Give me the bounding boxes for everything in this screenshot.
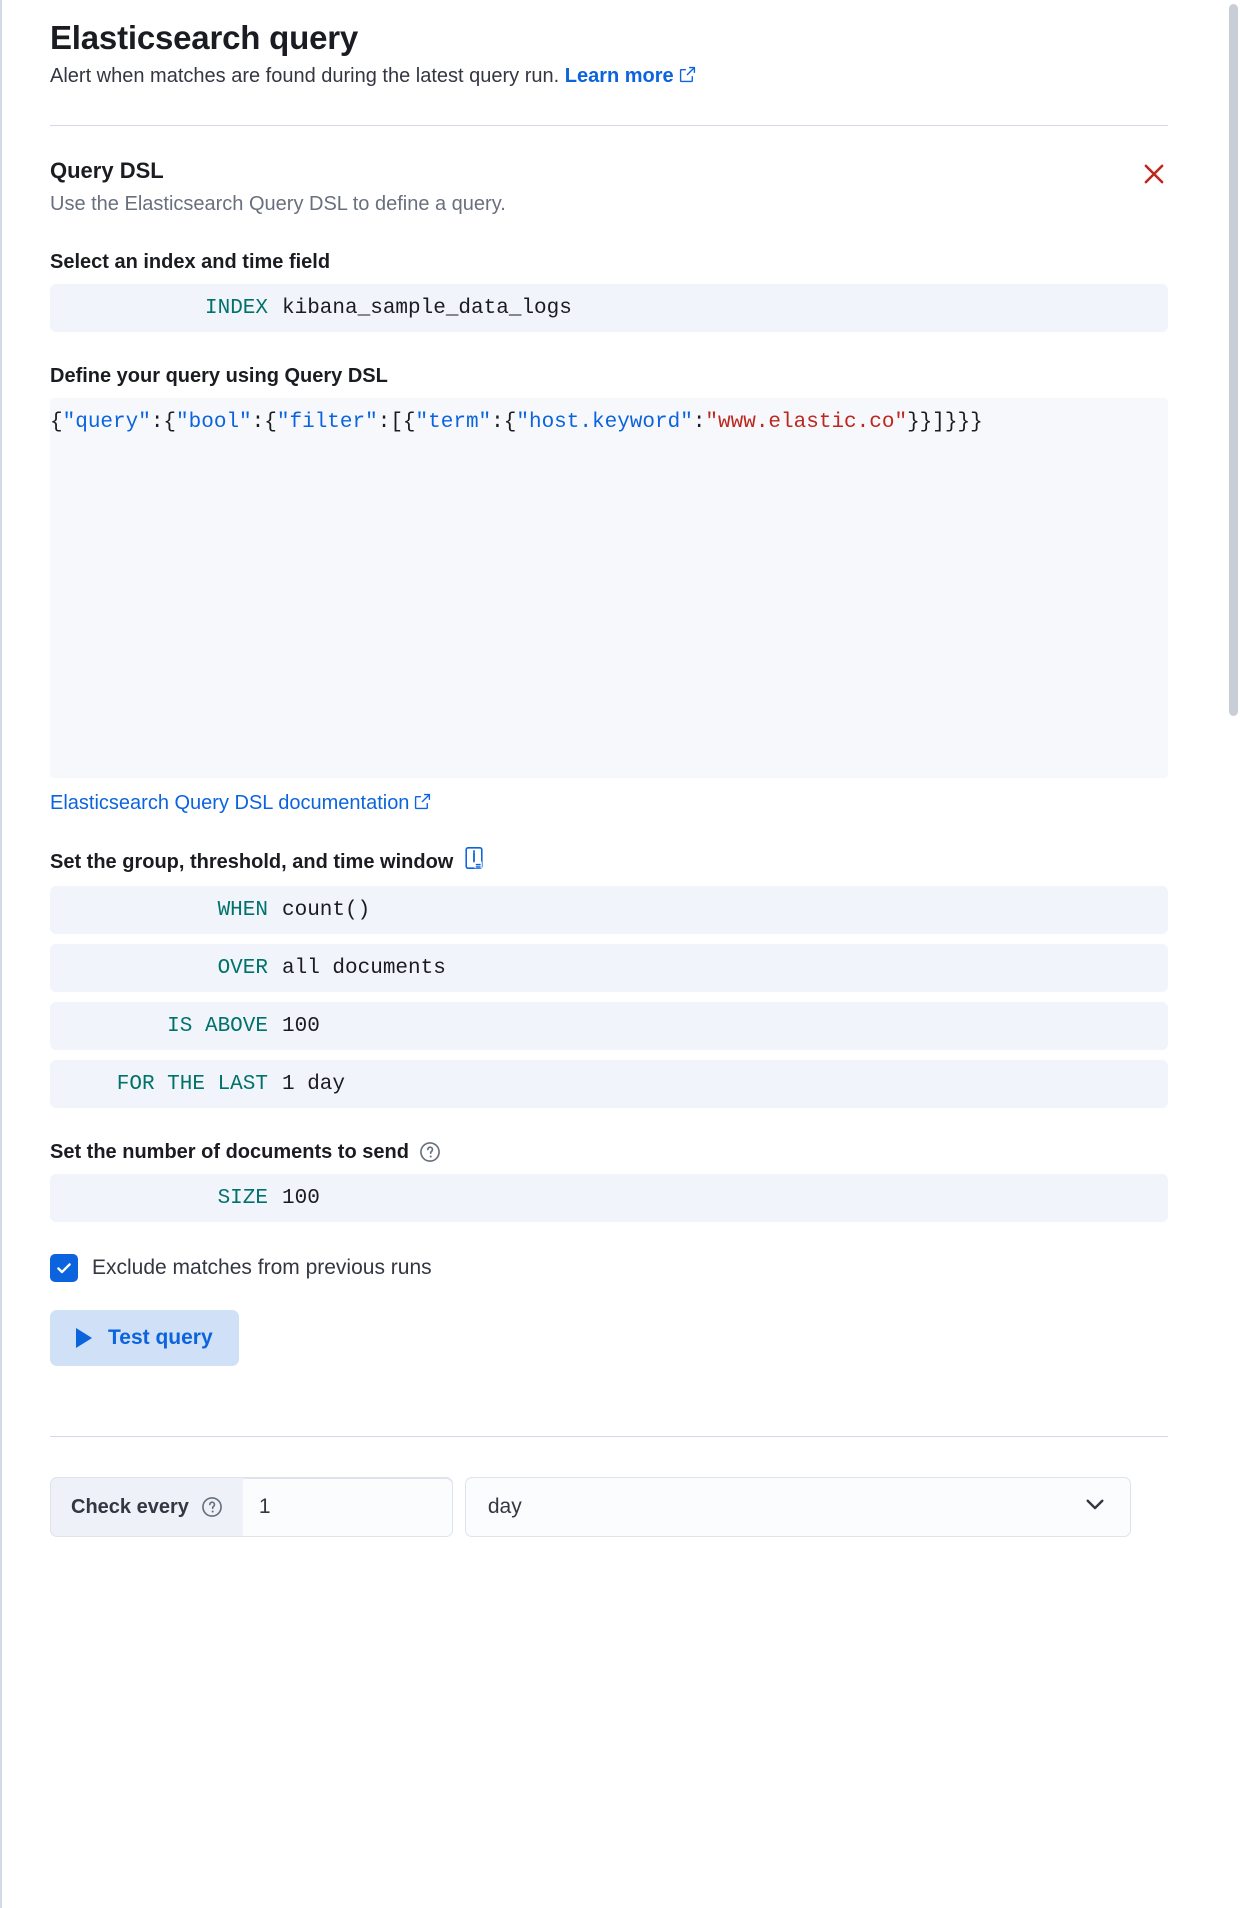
page-scrollbar-thumb[interactable] [1229, 4, 1238, 716]
page-subtitle-text: Alert when matches are found during the latest query run. [50, 65, 560, 87]
for-the-last-row[interactable] [50, 1060, 1168, 1108]
size-section-label [50, 1138, 1180, 1166]
exclude-matches-label: Exclude matches from previous runs [92, 1256, 432, 1279]
index-value: kibana_sample_data_logs [282, 296, 572, 320]
threshold-rows [50, 886, 1180, 1108]
close-icon[interactable] [1140, 160, 1168, 188]
play-icon [76, 1328, 92, 1348]
chevron-down-icon [1082, 1491, 1108, 1523]
is-above-row-value: 100 [282, 1014, 320, 1038]
index-field-row[interactable] [50, 284, 1168, 332]
info-document-icon[interactable] [463, 846, 485, 878]
is-above-row-prefix: IS ABOVE [167, 1014, 268, 1038]
for-the-last-row-value: 1 day [282, 1072, 346, 1096]
size-prefix: SIZE [217, 1186, 268, 1210]
size-section-title: Set the number of documents to send [50, 1141, 409, 1163]
when-row-value: count() [282, 898, 371, 922]
check-every-row [50, 1477, 1180, 1537]
external-link-icon [679, 63, 696, 91]
query-dsl-section-header [50, 156, 1168, 218]
schedule-divider [50, 1436, 1168, 1437]
over-row-value: all documents [282, 956, 446, 980]
question-circle-icon[interactable] [201, 1496, 223, 1518]
query-dsl-code-text [50, 411, 983, 434]
external-link-icon [414, 793, 431, 816]
query-dsl-doc-link-row [50, 792, 1180, 816]
code-token: "www.elastic.co" [705, 411, 908, 434]
over-row[interactable] [50, 944, 1168, 992]
test-query-label: Test query [108, 1326, 213, 1349]
check-every-interval-input[interactable] [243, 1477, 453, 1537]
page-subtitle [50, 62, 1180, 91]
check-every-unit-value: day [487, 1495, 522, 1518]
code-token: "filter" [276, 411, 378, 434]
panel-left-edge [0, 0, 2, 1908]
query-dsl-field-label: Define your query using Query DSL [50, 365, 388, 387]
exclude-matches-row[interactable] [50, 1254, 1180, 1282]
check-icon [55, 1259, 73, 1277]
check-every-label-prepend [50, 1477, 243, 1537]
is-above-row[interactable] [50, 1002, 1168, 1050]
exclude-matches-checkbox[interactable] [50, 1254, 78, 1282]
query-dsl-title: Query DSL [50, 158, 164, 183]
code-token: :{ [251, 411, 277, 434]
code-token: "term" [415, 411, 492, 434]
threshold-section-title: Set the group, threshold, and time window [50, 851, 454, 873]
code-token: :{ [491, 411, 517, 434]
query-dsl-description: Use the Elasticsearch Query DSL to define a query. [50, 193, 506, 215]
size-value: 100 [282, 1186, 320, 1210]
index-field-label: Select an index and time field [50, 251, 331, 273]
page-scrollbar[interactable] [1226, 0, 1240, 1908]
when-row-prefix: WHEN [217, 898, 268, 922]
check-every-label: Check every [71, 1495, 189, 1518]
query-dsl-code-editor[interactable] [50, 398, 1168, 778]
test-query-button[interactable] [50, 1310, 239, 1366]
index-prefix: INDEX [204, 296, 268, 320]
over-row-prefix: OVER [217, 956, 268, 980]
code-token: "host.keyword" [516, 411, 693, 434]
when-row[interactable] [50, 886, 1168, 934]
header-divider [50, 125, 1168, 126]
check-every-unit-select[interactable] [465, 1477, 1131, 1537]
code-token: }}]}}} [907, 411, 983, 434]
query-dsl-documentation-link[interactable]: Elasticsearch Query DSL documentation [50, 792, 410, 814]
check-every-group [50, 1477, 453, 1537]
learn-more-link[interactable]: Learn more [564, 65, 674, 87]
for-the-last-row-prefix: FOR THE LAST [116, 1072, 268, 1096]
question-circle-icon[interactable] [419, 1141, 441, 1163]
code-token: : [692, 411, 706, 434]
code-token: "query" [62, 411, 151, 434]
code-token: :[{ [377, 411, 416, 434]
code-token: :{ [150, 411, 177, 434]
code-token: { [50, 411, 63, 434]
code-token: "bool" [176, 411, 252, 434]
page-title: Elasticsearch query [50, 19, 359, 56]
threshold-section-label [50, 846, 1180, 878]
size-field-row[interactable] [50, 1174, 1168, 1222]
